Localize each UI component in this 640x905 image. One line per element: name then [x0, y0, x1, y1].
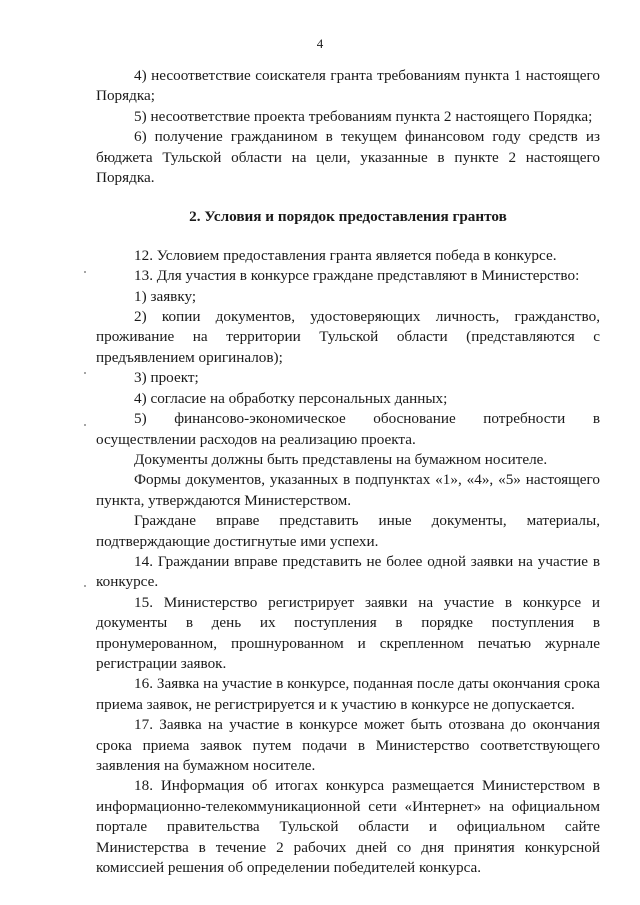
paragraph: 4) согласие на обработку персональных данных;: [134, 389, 448, 407]
paragraph: Граждане вправе представить иные документы, материалы, подтверждающие достигнутые ими успехи.: [96, 512, 600, 550]
paragraph: 2) копии документов, удостоверяющих личность, гражданство, проживание на территории Тульской области (представляются с предъявлением оригиналов);: [96, 308, 600, 366]
paragraph: 6) получение гражданином в текущем финансовом году средств из бюджета Тульской области на цели, указанные в пункте 2 настоящего Порядка.: [96, 128, 600, 187]
paragraph: 15. Министерство регистрирует заявки на участие в конкурсе и документы в день их поступления в порядке поступления в пронумерованном, прошнурованном и скрепленном печатью журнале регистрации заявок.: [96, 593, 600, 672]
paragraph: 18. Информация об итогах конкурса размещается Министерством в информационно-телекоммуникационной сети «Интернет» на официальном портале правительства Тульской области и официальном сайте Министерства в течение 2 рабочих дней со дня принятия конкурсной комиссией решения об определении победителей конкурса.: [96, 777, 600, 877]
paragraph: 5) несоответствие проекта требованиям пункта 2 настоящего Порядка;: [134, 107, 593, 125]
paragraph: 14. Граждании вправе представить не более одной заявки на участие в конкурсе.: [96, 552, 600, 591]
paragraph: Документы должны быть представлены на бумажном носителе.: [134, 450, 548, 468]
paragraph: 4) несоответствие соискателя гранта требованиям пункта 1 настоящего Порядка;: [96, 67, 600, 105]
scan-speck: [84, 372, 86, 374]
scan-speck: [84, 585, 86, 587]
page-number: 4: [316, 36, 324, 51]
paragraph: Формы документов, указанных в подпунктах «1», «4», «5» настоящего пункта, утверждаются Министерством.: [96, 471, 600, 509]
paragraph: 3) проект;: [134, 369, 199, 387]
paragraph: 16. Заявка на участие в конкурсе, поданная после даты окончания срока приема заявок, не регистрируется и к участию в конкурсе не допускается.: [96, 675, 600, 713]
scan-speck: [84, 424, 86, 426]
paragraph: 12. Условием предоставления гранта является победа в конкурсе.: [134, 246, 557, 264]
paragraph: 5) финансово-экономическое обоснование потребности в осуществлении расходов на реализацию проекта.: [96, 410, 600, 448]
paragraph: 1) заявку;: [134, 287, 197, 305]
document-body: [96, 66, 600, 878]
scan-speck: [84, 271, 86, 273]
section-heading: 2. Условия и порядок предоставления грантов: [189, 208, 507, 226]
paragraph: 17. Заявка на участие в конкурсе может быть отозвана до окончания срока приема заявок путем подачи в Министерство соответствующего заявления на бумажном носителе.: [96, 716, 600, 774]
paragraph: 13. Для участия в конкурсе граждане представляют в Министерство:: [134, 267, 580, 285]
